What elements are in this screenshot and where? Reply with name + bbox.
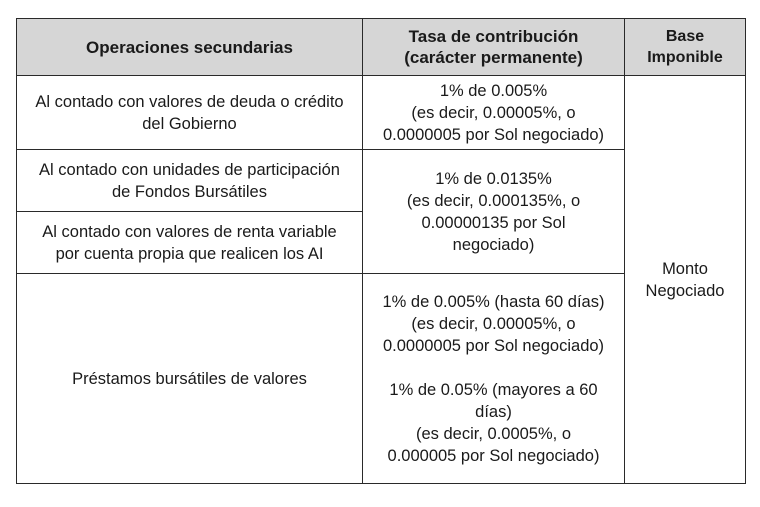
rate-cell: 1% de 0.0135% (es decir, 0.000135%, o 0.00000135 por Sol negociado) bbox=[363, 150, 625, 274]
rate-cell: 1% de 0.005% (es decir, 0.00005%, o 0.0000005 por Sol negociado) bbox=[363, 76, 625, 150]
operation-cell: Al contado con valores de renta variable por cuenta propia que realicen los AI bbox=[17, 212, 363, 274]
contribution-rate-table bbox=[16, 18, 746, 484]
operation-cell: Al contado con valores de deuda o crédito del Gobierno bbox=[17, 76, 363, 150]
operation-cell: Al contado con unidades de participación de Fondos Bursátiles bbox=[17, 150, 363, 212]
header-base-imponible: Base Imponible bbox=[625, 19, 746, 76]
header-tasa: Tasa de contribución (carácter permanente) bbox=[363, 19, 625, 76]
operation-cell: Préstamos bursátiles de valores bbox=[17, 274, 363, 484]
table-row bbox=[17, 76, 746, 150]
rate-cell: 1% de 0.005% (hasta 60 días) (es decir, 0.00005%, o 0.0000005 por Sol negociado) 1% de 0.05% (mayores a 60 días) (es decir, 0.0005%, o 0.000005 por Sol negociado) bbox=[363, 274, 625, 484]
header-operaciones: Operaciones secundarias bbox=[17, 19, 363, 76]
base-imponible-cell: Monto Negociado bbox=[625, 76, 746, 484]
contribution-table-container bbox=[16, 18, 745, 484]
header-row bbox=[17, 19, 746, 76]
